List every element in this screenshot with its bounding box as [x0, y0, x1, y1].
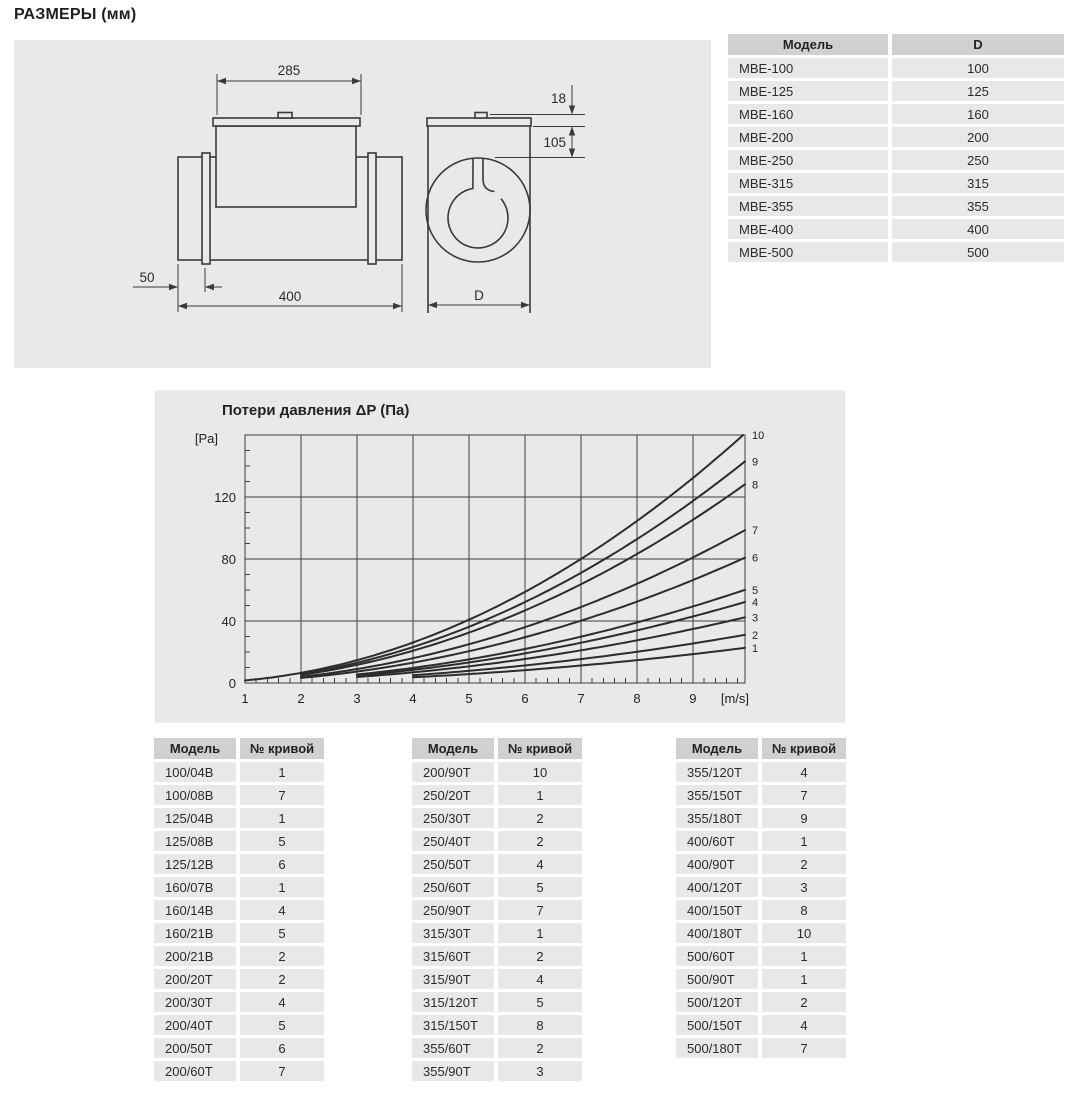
value-cell: 5 — [498, 992, 582, 1012]
model-cell: 250/40Т — [412, 831, 494, 851]
model-cell: 200/40Т — [154, 1015, 236, 1035]
model-cell: МВЕ-250 — [728, 150, 888, 170]
table-row — [154, 1061, 324, 1081]
front-lid — [427, 118, 531, 126]
model-cell: 250/60Т — [412, 877, 494, 897]
model-cell: 315/60Т — [412, 946, 494, 966]
dim-label-400: 400 — [278, 289, 302, 304]
value-cell: 1 — [762, 946, 846, 966]
model-cell: 200/21В — [154, 946, 236, 966]
dim-label-18: 18 — [550, 91, 566, 106]
table-row — [412, 1015, 582, 1035]
table-row — [154, 831, 324, 851]
y-tick-label: 120 — [214, 490, 236, 505]
curve-label-7: 7 — [752, 525, 759, 538]
curve-number-table-1 — [150, 735, 328, 1084]
flange-left — [202, 153, 210, 264]
model-cell: 500/180Т — [676, 1038, 758, 1058]
y-tick-label: 80 — [221, 552, 236, 567]
curve-label-1: 1 — [752, 642, 759, 655]
curve-label-8: 8 — [752, 479, 759, 492]
dim-inlet-offset — [133, 264, 222, 312]
value-cell: 6 — [240, 854, 324, 874]
dim-box-height — [495, 127, 585, 158]
heating-element-hook — [483, 159, 495, 192]
value-cell: 4 — [240, 992, 324, 1012]
value-cell: 2 — [240, 946, 324, 966]
model-diameter-table — [724, 31, 1068, 265]
model-cell: 400/120Т — [676, 877, 758, 897]
table-row — [676, 992, 846, 1012]
model-cell: МВЕ-355 — [728, 196, 888, 216]
dim-label-105: 105 — [543, 135, 566, 150]
pressure-curve-9 — [301, 461, 745, 674]
model-cell: 400/150Т — [676, 900, 758, 920]
model-cell: 160/14В — [154, 900, 236, 920]
table-row — [728, 150, 1064, 170]
curve-label-6: 6 — [752, 552, 759, 565]
table-row — [728, 127, 1064, 147]
data-table — [150, 735, 328, 1084]
table-row — [728, 196, 1064, 216]
pressure-loss-chart-panel — [155, 390, 845, 723]
table-row — [412, 946, 582, 966]
curve-label-9: 9 — [752, 456, 759, 469]
header-row — [154, 738, 324, 759]
model-cell: 355/150Т — [676, 785, 758, 805]
technical-drawing — [14, 40, 711, 368]
dim-label-D: D — [474, 288, 484, 303]
table-row — [412, 808, 582, 828]
model-cell: МВЕ-100 — [728, 58, 888, 78]
x-tick-label: 8 — [633, 691, 641, 706]
value-cell: 2 — [498, 831, 582, 851]
table-row — [154, 808, 324, 828]
model-cell: 200/50Т — [154, 1038, 236, 1058]
value-cell: 7 — [240, 785, 324, 805]
value-cell: 4 — [762, 762, 846, 782]
value-cell: 160 — [892, 104, 1064, 124]
value-cell: 10 — [498, 762, 582, 782]
curve-label-5: 5 — [752, 584, 759, 597]
model-cell: 200/20Т — [154, 969, 236, 989]
curve-number-table-3 — [672, 735, 850, 1061]
value-cell: 3 — [498, 1061, 582, 1081]
value-cell: 7 — [240, 1061, 324, 1081]
value-cell: 7 — [498, 900, 582, 920]
table-row — [728, 58, 1064, 78]
table-row — [412, 877, 582, 897]
column-header: Модель — [728, 34, 888, 55]
header-row — [676, 738, 846, 759]
table-row — [676, 900, 846, 920]
table-row — [154, 992, 324, 1012]
dim-label-285: 285 — [277, 63, 301, 78]
x-tick-label: 9 — [689, 691, 697, 706]
table-row — [412, 969, 582, 989]
table-row — [728, 242, 1064, 262]
value-cell: 315 — [892, 173, 1064, 193]
duct-opening-circle — [426, 158, 530, 262]
value-cell: 10 — [762, 923, 846, 943]
value-cell: 5 — [240, 1015, 324, 1035]
column-header: Модель — [154, 738, 236, 759]
model-cell: 315/120Т — [412, 992, 494, 1012]
value-cell: 1 — [498, 785, 582, 805]
value-cell: 500 — [892, 242, 1064, 262]
curve-label-10: 10 — [752, 430, 765, 442]
terminal-box — [216, 126, 356, 207]
column-header: D — [892, 34, 1064, 55]
lid-handle — [278, 113, 292, 119]
front-lid-handle — [475, 113, 487, 119]
table-row — [154, 854, 324, 874]
table-row — [412, 1038, 582, 1058]
front-view — [426, 113, 531, 314]
model-cell: 100/08В — [154, 785, 236, 805]
page-title: РАЗМЕРЫ (мм) — [14, 6, 137, 23]
value-cell: 3 — [762, 877, 846, 897]
x-tick-label: 7 — [577, 691, 585, 706]
model-cell: МВЕ-400 — [728, 219, 888, 239]
table-row — [154, 969, 324, 989]
model-cell: 160/07В — [154, 877, 236, 897]
x-tick-label: 4 — [409, 691, 417, 706]
value-cell: 250 — [892, 150, 1064, 170]
dim-diameter — [428, 288, 530, 308]
column-header: № кривой — [762, 738, 846, 759]
value-cell: 200 — [892, 127, 1064, 147]
table-row — [728, 173, 1064, 193]
header-row — [412, 738, 582, 759]
data-table — [724, 31, 1068, 265]
table-row — [154, 1015, 324, 1035]
model-cell: МВЕ-315 — [728, 173, 888, 193]
model-cell: МВЕ-500 — [728, 242, 888, 262]
model-cell: 355/60Т — [412, 1038, 494, 1058]
value-cell: 125 — [892, 81, 1064, 101]
data-table — [408, 735, 586, 1084]
pressure-curve-4 — [357, 602, 745, 676]
table-row — [154, 900, 324, 920]
table-row — [154, 762, 324, 782]
value-cell: 1 — [498, 923, 582, 943]
table-row — [154, 923, 324, 943]
model-cell: 500/90Т — [676, 969, 758, 989]
model-cell: 250/90Т — [412, 900, 494, 920]
value-cell: 7 — [762, 1038, 846, 1058]
table-row — [728, 81, 1064, 101]
model-cell: 355/120Т — [676, 762, 758, 782]
table-row — [676, 831, 846, 851]
pressure-loss-chart — [155, 390, 845, 723]
model-cell: МВЕ-200 — [728, 127, 888, 147]
model-cell: 355/90Т — [412, 1061, 494, 1081]
value-cell: 400 — [892, 219, 1064, 239]
model-cell: 250/50Т — [412, 854, 494, 874]
table-row — [412, 923, 582, 943]
x-axis-unit-label: [m/s] — [720, 691, 750, 706]
value-cell: 100 — [892, 58, 1064, 78]
value-cell: 1 — [240, 808, 324, 828]
table-row — [676, 808, 846, 828]
value-cell: 4 — [498, 854, 582, 874]
value-cell: 5 — [498, 877, 582, 897]
curve-label-3: 3 — [752, 612, 759, 625]
model-cell: 500/150Т — [676, 1015, 758, 1035]
model-cell: 160/21В — [154, 923, 236, 943]
value-cell: 5 — [240, 923, 324, 943]
chart-title: Потери давления ΔP (Па) — [222, 402, 410, 419]
model-cell: 250/20Т — [412, 785, 494, 805]
value-cell: 2 — [498, 808, 582, 828]
value-cell: 6 — [240, 1038, 324, 1058]
table-row — [412, 854, 582, 874]
flange-right — [368, 153, 376, 264]
terminal-box-lid — [213, 118, 360, 126]
model-cell: 400/60Т — [676, 831, 758, 851]
value-cell: 2 — [762, 992, 846, 1012]
value-cell: 4 — [498, 969, 582, 989]
table-row — [728, 219, 1064, 239]
model-cell: 125/12В — [154, 854, 236, 874]
value-cell: 1 — [762, 969, 846, 989]
value-cell: 1 — [240, 762, 324, 782]
model-cell: 500/60Т — [676, 946, 758, 966]
value-cell: 2 — [762, 854, 846, 874]
curve-label-4: 4 — [752, 596, 759, 609]
table-row — [154, 877, 324, 897]
y-tick-label: 40 — [221, 614, 236, 629]
column-header: № кривой — [498, 738, 582, 759]
column-header: Модель — [676, 738, 758, 759]
model-cell: 125/04В — [154, 808, 236, 828]
value-cell: 355 — [892, 196, 1064, 216]
model-cell: 500/120Т — [676, 992, 758, 1012]
value-cell: 2 — [240, 969, 324, 989]
model-cell: 315/30Т — [412, 923, 494, 943]
model-cell: 100/04В — [154, 762, 236, 782]
column-header: № кривой — [240, 738, 324, 759]
value-cell: 1 — [762, 831, 846, 851]
model-cell: 125/08В — [154, 831, 236, 851]
model-cell: 355/180Т — [676, 808, 758, 828]
value-cell: 4 — [762, 1015, 846, 1035]
table-row — [676, 923, 846, 943]
column-header: Модель — [412, 738, 494, 759]
x-tick-label: 1 — [241, 691, 249, 706]
model-cell: 200/30Т — [154, 992, 236, 1012]
model-cell: 315/150Т — [412, 1015, 494, 1035]
heating-element-coil — [448, 159, 508, 248]
model-cell: 250/30Т — [412, 808, 494, 828]
value-cell: 7 — [762, 785, 846, 805]
value-cell: 4 — [240, 900, 324, 920]
y-axis-unit-label: [Pa] — [194, 431, 218, 446]
value-cell: 8 — [498, 1015, 582, 1035]
model-cell: МВЕ-160 — [728, 104, 888, 124]
table-row — [676, 854, 846, 874]
model-cell: МВЕ-125 — [728, 81, 888, 101]
table-row — [154, 946, 324, 966]
pressure-curve-10 — [245, 435, 743, 681]
table-row — [412, 831, 582, 851]
table-row — [676, 969, 846, 989]
value-cell: 5 — [240, 831, 324, 851]
table-row — [412, 762, 582, 782]
x-tick-label: 2 — [297, 691, 305, 706]
dim-label-50: 50 — [139, 270, 155, 285]
header-row — [728, 34, 1064, 55]
dimensions-drawing-panel — [14, 40, 711, 368]
model-cell: 400/90Т — [676, 854, 758, 874]
dim-lid-height — [490, 85, 585, 115]
dim-top-width — [217, 63, 361, 115]
curve-number-table-2 — [408, 735, 586, 1084]
value-cell: 2 — [498, 1038, 582, 1058]
table-row — [154, 1038, 324, 1058]
table-row — [728, 104, 1064, 124]
curve-label-2: 2 — [752, 629, 759, 642]
pressure-curve-2 — [413, 635, 745, 675]
table-row — [676, 877, 846, 897]
value-cell: 8 — [762, 900, 846, 920]
model-cell: 200/90Т — [412, 762, 494, 782]
x-tick-label: 5 — [465, 691, 473, 706]
data-table — [672, 735, 850, 1061]
table-row — [676, 762, 846, 782]
value-cell: 9 — [762, 808, 846, 828]
table-row — [676, 946, 846, 966]
y-tick-label: 0 — [228, 676, 236, 691]
table-row — [412, 785, 582, 805]
table-row — [676, 1038, 846, 1058]
side-view — [178, 113, 402, 265]
table-row — [676, 785, 846, 805]
table-row — [154, 785, 324, 805]
table-row — [412, 900, 582, 920]
model-cell: 200/60Т — [154, 1061, 236, 1081]
x-tick-label: 3 — [353, 691, 361, 706]
table-row — [412, 992, 582, 1012]
value-cell: 1 — [240, 877, 324, 897]
model-cell: 400/180Т — [676, 923, 758, 943]
table-row — [676, 1015, 846, 1035]
model-cell: 315/90Т — [412, 969, 494, 989]
value-cell: 2 — [498, 946, 582, 966]
table-row — [412, 1061, 582, 1081]
x-tick-label: 6 — [521, 691, 529, 706]
